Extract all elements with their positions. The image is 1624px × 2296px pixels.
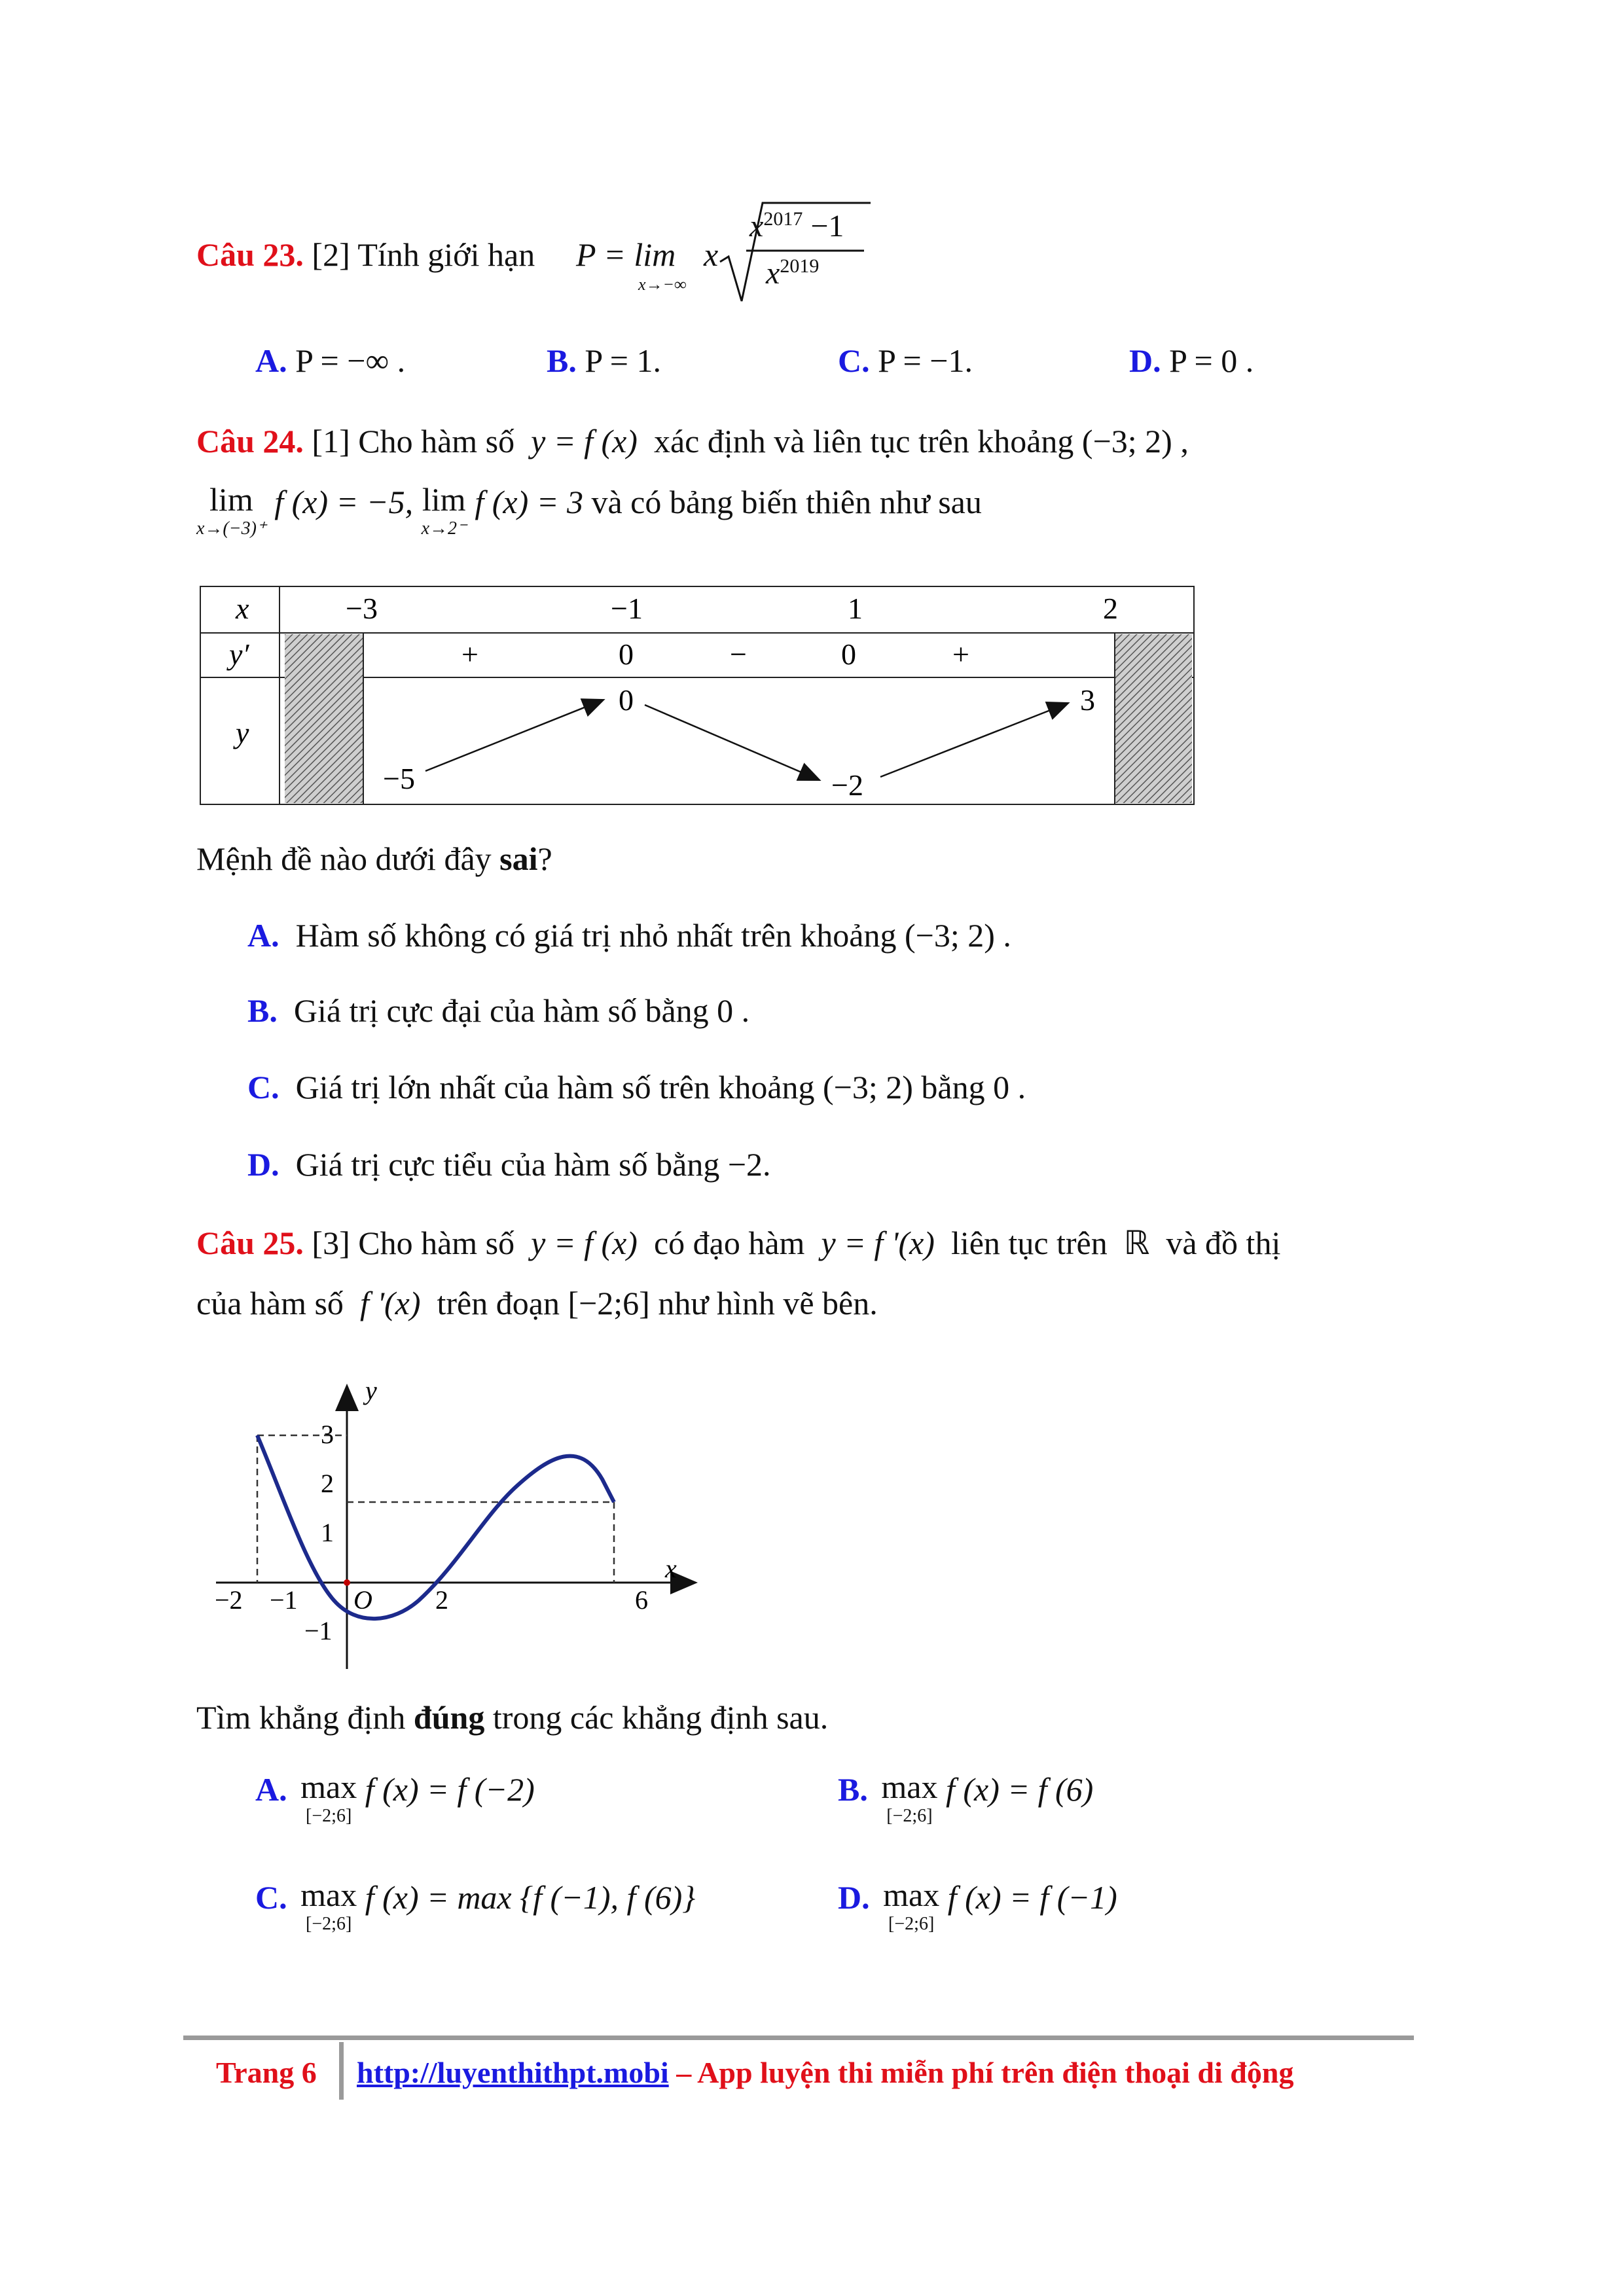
tick-x-6: 6 bbox=[635, 1585, 648, 1615]
q23-text: Tính giới hạn bbox=[357, 236, 535, 273]
q25-graph bbox=[209, 1374, 707, 1676]
q23-lhs: P = lim bbox=[576, 236, 676, 273]
graph-origin: O bbox=[353, 1585, 372, 1615]
tbl-y0: −5 bbox=[383, 762, 415, 795]
q24-line2: lim x→(−3)⁺ f (x) = −5, lim x→2⁻ f (x) = 3 và có bảng biến thiên như sau bbox=[196, 481, 982, 539]
tick-y-2: 2 bbox=[321, 1469, 334, 1498]
tbl-y-label: y bbox=[236, 716, 249, 749]
q24-option-b[interactable]: B. Giá trị cực đại của hàm số bằng 0 . bbox=[247, 992, 750, 1029]
arrow-up-1 bbox=[425, 700, 602, 771]
graph-y-label: y bbox=[365, 1376, 377, 1405]
q25-question: Tìm khẳng định đúng trong các khẳng định sau. bbox=[196, 1699, 829, 1736]
arrow-up-2 bbox=[880, 704, 1067, 777]
tbl-x0: −3 bbox=[346, 592, 378, 625]
tbl-x1: −1 bbox=[611, 592, 643, 625]
tbl-x3: 2 bbox=[1103, 592, 1118, 625]
tick-y-3: 3 bbox=[321, 1420, 334, 1449]
q25-option-c[interactable]: C. max [−2;6] f (x) = max {f (−1), f (6)} bbox=[255, 1876, 696, 1934]
q23-line bbox=[196, 236, 535, 274]
q24-lim1: lim x→(−3)⁺ bbox=[196, 481, 266, 539]
q25-option-d[interactable]: D. max [−2;6] f (x) = f (−1) bbox=[838, 1876, 1117, 1934]
tick-x-2: 2 bbox=[435, 1585, 448, 1615]
q25-line1: Câu 25. [3] Cho hàm số y = f (x) có đạo hàm y = f '(x) liên tục trên ℝ và đồ thị bbox=[196, 1225, 1281, 1261]
tick-x-neg1: −1 bbox=[270, 1585, 298, 1615]
tbl-x-label: x bbox=[236, 592, 249, 625]
tbl-y2: −2 bbox=[831, 768, 863, 802]
tick-x-neg2: −2 bbox=[215, 1585, 243, 1615]
footer-separator bbox=[339, 2042, 344, 2100]
tbl-sign0: + bbox=[461, 637, 478, 671]
hatch-right bbox=[1115, 634, 1192, 803]
q24-line1: Câu 24. [1] Cho hàm số y = f (x) xác định và liên tục trên khoảng (−3; 2) , bbox=[196, 423, 1189, 459]
tbl-sign4: + bbox=[952, 637, 969, 671]
q24-lim2: lim x→2⁻ bbox=[421, 481, 467, 539]
q25-line2: của hàm số f '(x) trên đoạn [−2;6] như hình vẽ bên. bbox=[196, 1285, 878, 1321]
q23-option-b[interactable]: B. P = 1. bbox=[547, 342, 662, 379]
arrow-down bbox=[645, 705, 818, 780]
q23-den: $x^{2019}$ bbox=[766, 255, 820, 291]
q23-option-d[interactable]: D. P = 0 . bbox=[1129, 342, 1254, 379]
q24-option-c[interactable]: C. Giá trị lớn nhất của hàm số trên khoảng (−3; 2) bằng 0 . bbox=[247, 1069, 1026, 1105]
tbl-sign3: 0 bbox=[841, 637, 856, 671]
q25-option-b[interactable]: B. max [−2;6] f (x) = f (6) bbox=[838, 1768, 1094, 1826]
tbl-y1: 0 bbox=[619, 683, 634, 717]
tick-y-neg1: −1 bbox=[304, 1616, 333, 1645]
tbl-sign2: − bbox=[730, 637, 747, 671]
tbl-sign1: 0 bbox=[619, 637, 634, 671]
tick-y-1: 1 bbox=[321, 1518, 334, 1547]
q23-formula bbox=[576, 236, 676, 274]
footer-tagline: – App luyện thi miễn phí trên điện thoại di động bbox=[676, 2056, 1294, 2089]
q23-option-c[interactable]: C. P = −1. bbox=[838, 342, 973, 379]
tbl-x2: 1 bbox=[848, 592, 863, 625]
q23-num: $x^{2017} -1$ bbox=[749, 208, 844, 243]
tbl-yp-label: y′ bbox=[229, 637, 249, 671]
q23-x: x bbox=[704, 236, 719, 273]
tbl-y3: 3 bbox=[1080, 683, 1095, 717]
footer-text bbox=[357, 2055, 1293, 2090]
q24-question: Mệnh đề nào dưới đây sai? bbox=[196, 840, 552, 877]
footer-link[interactable]: http://luyenthithpt.mobi bbox=[357, 2056, 669, 2089]
footer-page: Trang 6 bbox=[216, 2056, 317, 2089]
q24-option-d[interactable]: D. Giá trị cực tiểu của hàm số bằng −2. bbox=[247, 1146, 771, 1183]
q23-label: Câu 23. bbox=[196, 236, 304, 273]
footer-rule bbox=[183, 2036, 1414, 2040]
q25-option-a[interactable]: A. max [−2;6] f (x) = f (−2) bbox=[255, 1768, 535, 1826]
q24-variation-table bbox=[200, 586, 1195, 805]
hatch-left bbox=[285, 634, 363, 803]
q23-lim-sub: x→−∞ bbox=[638, 275, 687, 294]
q23-option-a[interactable]: A. P = −∞ . bbox=[255, 342, 406, 379]
graph-x-label: x bbox=[665, 1554, 677, 1583]
q23-level: [2] bbox=[312, 236, 350, 273]
q24-option-a[interactable]: A. Hàm số không có giá trị nhỏ nhất trên khoảng (−3; 2) . bbox=[247, 917, 1011, 954]
